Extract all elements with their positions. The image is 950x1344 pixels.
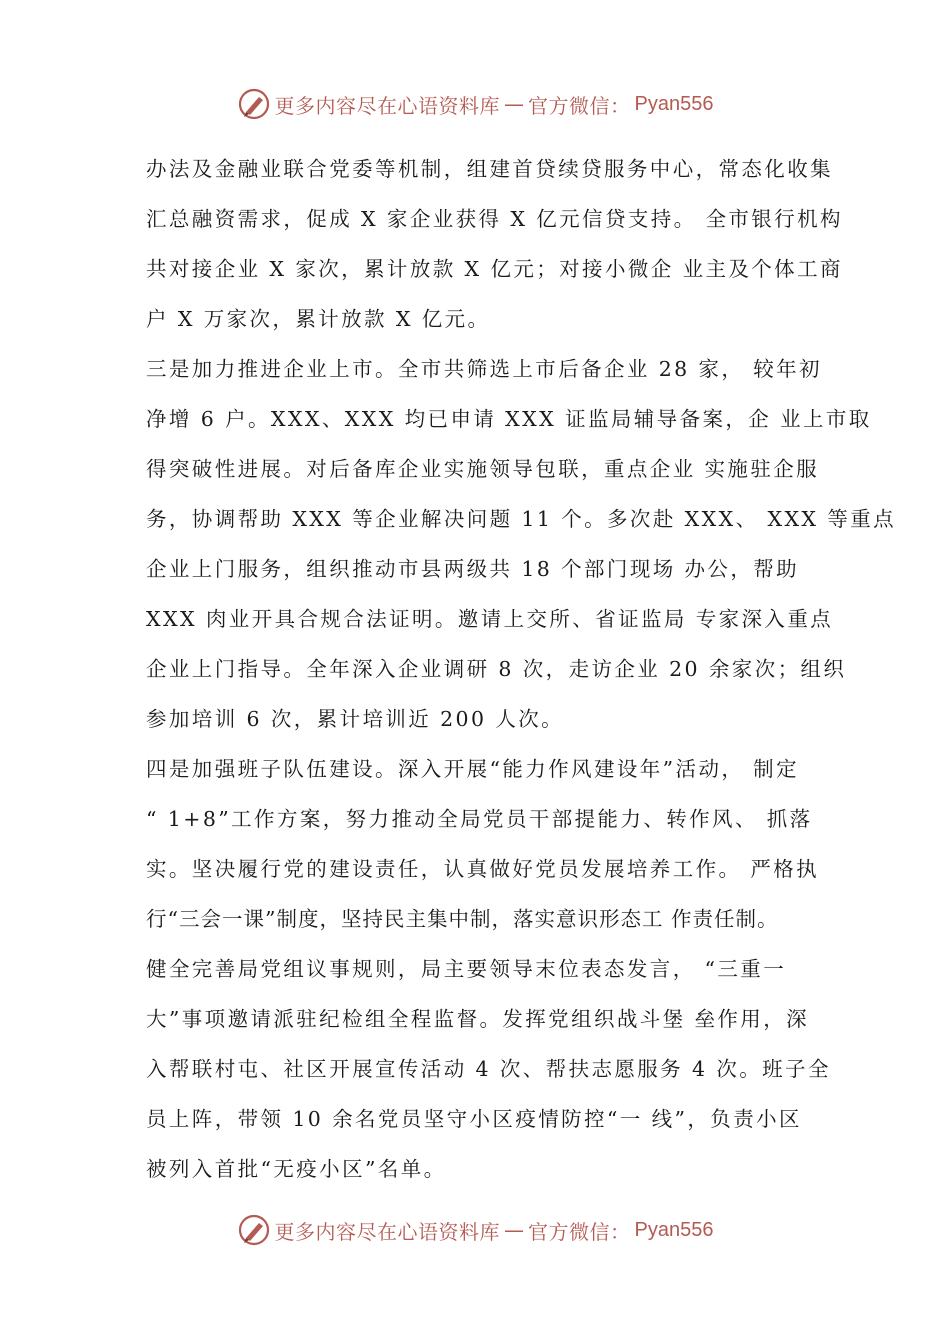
text-line: 户 X 万家次，累计放款 X 亿元。 [146,307,491,331]
text-line: 办法及金融业联合党委等机制，组建首贷续贷服务中心，常态化收集 [146,157,833,181]
text-line: 务，协调帮助 XXX 等企业解决问题 11 个。多次赴 XXX、 XXX 等重点 [146,507,897,531]
banner-wechat-id: Pyan556 [634,92,714,115]
banner-wechat-id: Pyan556 [634,1218,714,1241]
document-body [146,144,897,1194]
text-line: 入帮联村屯、社区开展宣传活动 4 次、帮扶志愿服务 4 次。班子全 [146,1057,831,1081]
pen-logo-icon [237,87,271,121]
pen-logo-icon [237,1213,271,1247]
text-line: 净增 6 户。XXX、XXX 均已申请 XXX 证监局辅导备案，企 业上市取 [146,407,872,431]
text-line: 共对接企业 X 家次，累计放款 X 亿元；对接小微企 业主及个体工商 [146,257,843,281]
text-line: “ 1+8”工作方案，努力推动全局党员干部提能力、转作风、 抓落 [146,807,813,831]
text-line: 得突破性进展。对后备库企业实施领导包联，重点企业 实施驻企服 [146,457,820,481]
text-line: 企业上门服务，组织推动市县两级共 18 个部门现场 办公，帮助 [146,557,800,581]
paragraph-start-line: 三是加力推进企业上市。全市共筛选上市后备企业 28 家， 较年初 [146,357,822,381]
banner-wechat-label: 官方微信： [528,93,631,118]
text-line: XXX 肉业开具合规合法证明。邀请上交所、省证监局 专家深入重点 [146,607,834,631]
banner-wechat-label: 官方微信： [528,1219,631,1244]
banner-separator: — [504,1218,525,1242]
banner-title: 更多内容尽在心语资料库 [274,1219,501,1244]
text-line: 实。坚决履行党的建设责任，认真做好党员发展培养工作。 严格执 [146,857,820,881]
banner-separator: — [504,92,525,116]
text-line: 汇总融资需求，促成 X 家企业获得 X 亿元信贷支持。 全市银行机构 [146,207,843,231]
paragraph-start-line: 四是加强班子队伍建设。深入开展“能力作风建设年”活动， 制定 [146,757,799,781]
footer-watermark-banner [0,1210,950,1250]
text-line: 企业上门指导。全年深入企业调研 8 次，走访企业 20 余家次；组织 [146,657,847,681]
text-line: 员上阵，带领 10 余名党员坚守小区疫情防控“一 线”，负责小区 [146,1107,802,1131]
text-line: 行“三会一课”制度，坚持民主集中制，落实意识形态工 作责任制。 [146,907,779,931]
banner-title: 更多内容尽在心语资料库 [274,93,501,118]
header-watermark-banner [0,84,950,124]
text-line: 大”事项邀请派驻纪检组全程监督。发挥党组织战斗堡 垒作用，深 [146,1007,809,1031]
text-line: 被列入首批“无疫小区”名单。 [146,1157,447,1181]
text-line: 参加培训 6 次，累计培训近 200 人次。 [146,707,565,731]
text-line: 健全完善局党组议事规则，局主要领导末位表态发言， “三重一 [146,957,787,981]
